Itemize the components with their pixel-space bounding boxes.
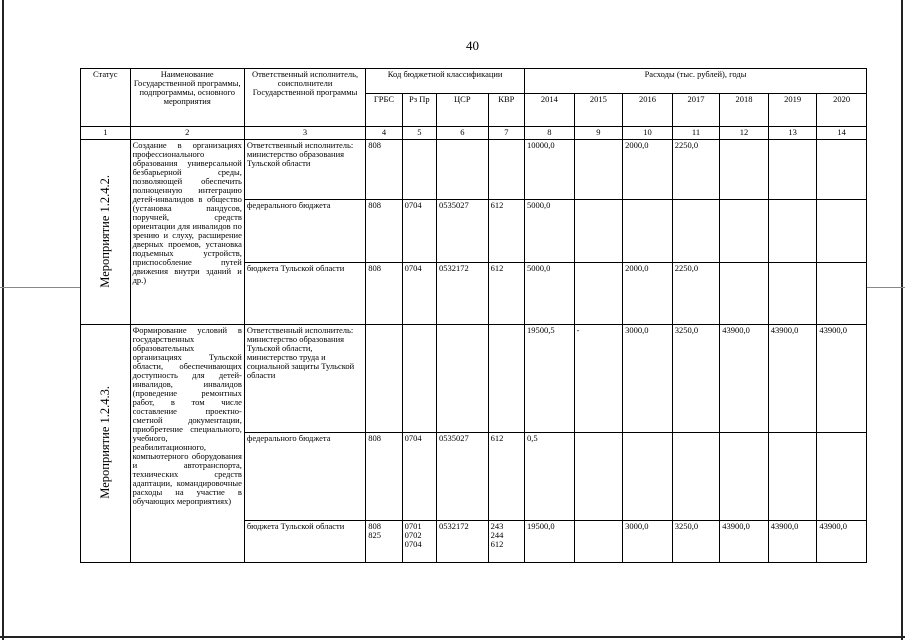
amount-2018 [720,140,769,200]
amount-2015 [574,200,623,263]
csr-cell: 0532172 [437,263,489,325]
header-year: 2018 [720,94,769,127]
amount-2016: 3000,0 [623,521,673,563]
budget-table [80,68,867,563]
amount-2014: 5000,0 [525,263,575,325]
responsible-cell: бюджета Тульской области [244,521,365,563]
amount-2014: 19500,0 [525,521,575,563]
responsible-cell: Ответственный исполнитель: министерство образования Тульской области, министерство труда и социальной защиты Тульской области [244,325,365,433]
kvr-cell: 243 244 612 [488,521,524,563]
amount-2019: 43900,0 [768,521,817,563]
rzpr-cell: 0704 [402,433,436,521]
amount-2020 [817,433,867,521]
header-year: 2016 [623,94,673,127]
header-grbs: ГРБС [366,94,402,127]
kvr-cell [488,140,524,200]
measure-name: Формирование условий в государственных образовательных организациях Тульской области, обеспечивающих доступность для детей-инвалидов, инвалидов (проведение ремонтных работ, в том числе составление проектно-сметной документации, приобретение специального, учебного, реабилитационного, компьютерного оборудования и автотранспорта, технических средств адаптации, командировочные расходы на участие в обучающих мероприятиях) [130,325,244,563]
scan-border-bottom [0,636,905,638]
header-budget-code: Код бюджетной классификации [366,69,525,94]
measure-status-cell [81,140,131,325]
amount-2018: 43900,0 [720,521,769,563]
header-year: 2014 [525,94,575,127]
amount-2017: 3250,0 [672,521,720,563]
grbs-cell: 808 [366,263,402,325]
amount-2015 [574,433,623,521]
column-number: 12 [720,127,769,140]
amount-2017: 3250,0 [672,325,720,433]
measure-name: Создание в организациях профессионального образования универсальной безбарьерной среды, позволяющей обеспечить полноценную интеграцию детей-инвалидов в общество (установка пандусов, поручней, средств ориентации для инвалидов по зрению и слуху, расширение дверных проемов, установка подъемных устройств, приспособление путей движения внутри зданий и др.) [130,140,244,325]
amount-2020 [817,263,867,325]
rzpr-cell: 0704 [402,200,436,263]
scan-border-right [901,0,903,640]
amount-2019 [768,263,817,325]
column-number: 3 [244,127,365,140]
amount-2016 [623,433,673,521]
amount-2018 [720,433,769,521]
column-number: 6 [437,127,489,140]
amount-2016: 2000,0 [623,140,673,200]
column-number: 9 [574,127,623,140]
grbs-cell: 808 [366,140,402,200]
grbs-cell: 808 825 [366,521,402,563]
amount-2017 [672,200,720,263]
header-responsible: Ответственный исполнитель, соисполнители Государственной программы [244,69,365,127]
amount-2016 [623,200,673,263]
measure-status-cell [81,325,131,563]
amount-2014: 5000,0 [525,200,575,263]
amount-2017: 2250,0 [672,263,720,325]
amount-2020: 43900,0 [817,325,867,433]
amount-2015 [574,140,623,200]
amount-2018: 43900,0 [720,325,769,433]
column-number: 4 [366,127,402,140]
amount-2016: 2000,0 [623,263,673,325]
amount-2015: - [574,325,623,433]
rzpr-cell: 0704 [402,263,436,325]
amount-2014: 19500,5 [525,325,575,433]
header-name: Наименование Государственной программы, подпрограммы, основного мероприятия [130,69,244,127]
page-number: 40 [466,38,479,53]
column-number: 14 [817,127,867,140]
header-expenses: Расходы (тыс. рублей), годы [525,69,867,94]
measure-status-label: Мероприятие 1.2.4.2. [98,174,113,288]
header-rzpr: Рз Пр [402,94,436,127]
rzpr-cell [402,325,436,433]
amount-2020 [817,200,867,263]
amount-2018 [720,263,769,325]
amount-2017 [672,433,720,521]
header-year: 2020 [817,94,867,127]
csr-cell [437,140,489,200]
responsible-cell: федерального бюджета [244,200,365,263]
rzpr-cell: 0701 0702 0704 [402,521,436,563]
rzpr-cell [402,140,436,200]
amount-2015 [574,263,623,325]
scan-artifact-line [867,287,905,288]
amount-2016: 3000,0 [623,325,673,433]
responsible-cell: Ответственный исполнитель: министерство образования Тульской области [244,140,365,200]
column-number: 13 [768,127,817,140]
amount-2019 [768,140,817,200]
kvr-cell: 612 [488,263,524,325]
amount-2014: 10000,0 [525,140,575,200]
header-year: 2019 [768,94,817,127]
csr-cell: 0532172 [437,521,489,563]
measure-status-label: Мероприятие 1.2.4.3. [98,386,113,499]
amount-2014: 0,5 [525,433,575,521]
kvr-cell [488,325,524,433]
amount-2015 [574,521,623,563]
scan-border-left [2,0,4,640]
grbs-cell: 808 [366,433,402,521]
amount-2020 [817,140,867,200]
amount-2020: 43900,0 [817,521,867,563]
amount-2019 [768,433,817,521]
grbs-cell [366,325,402,433]
responsible-cell: бюджета Тульской области [244,263,365,325]
csr-cell: 0535027 [437,433,489,521]
column-number: 2 [130,127,244,140]
header-year: 2015 [574,94,623,127]
column-number: 11 [672,127,720,140]
column-number: 1 [81,127,131,140]
kvr-cell: 612 [488,433,524,521]
amount-2017: 2250,0 [672,140,720,200]
scan-artifact-line [0,287,80,288]
csr-cell: 0535027 [437,200,489,263]
column-number: 7 [488,127,524,140]
header-year: 2017 [672,94,720,127]
header-status: Статус [81,69,131,127]
amount-2018 [720,200,769,263]
header-csr: ЦСР [437,94,489,127]
responsible-cell: федерального бюджета [244,433,365,521]
csr-cell [437,325,489,433]
amount-2019 [768,200,817,263]
column-number: 10 [623,127,673,140]
column-number: 5 [402,127,436,140]
kvr-cell: 612 [488,200,524,263]
column-number: 8 [525,127,575,140]
amount-2019: 43900,0 [768,325,817,433]
header-kvr: КВР [488,94,524,127]
grbs-cell: 808 [366,200,402,263]
